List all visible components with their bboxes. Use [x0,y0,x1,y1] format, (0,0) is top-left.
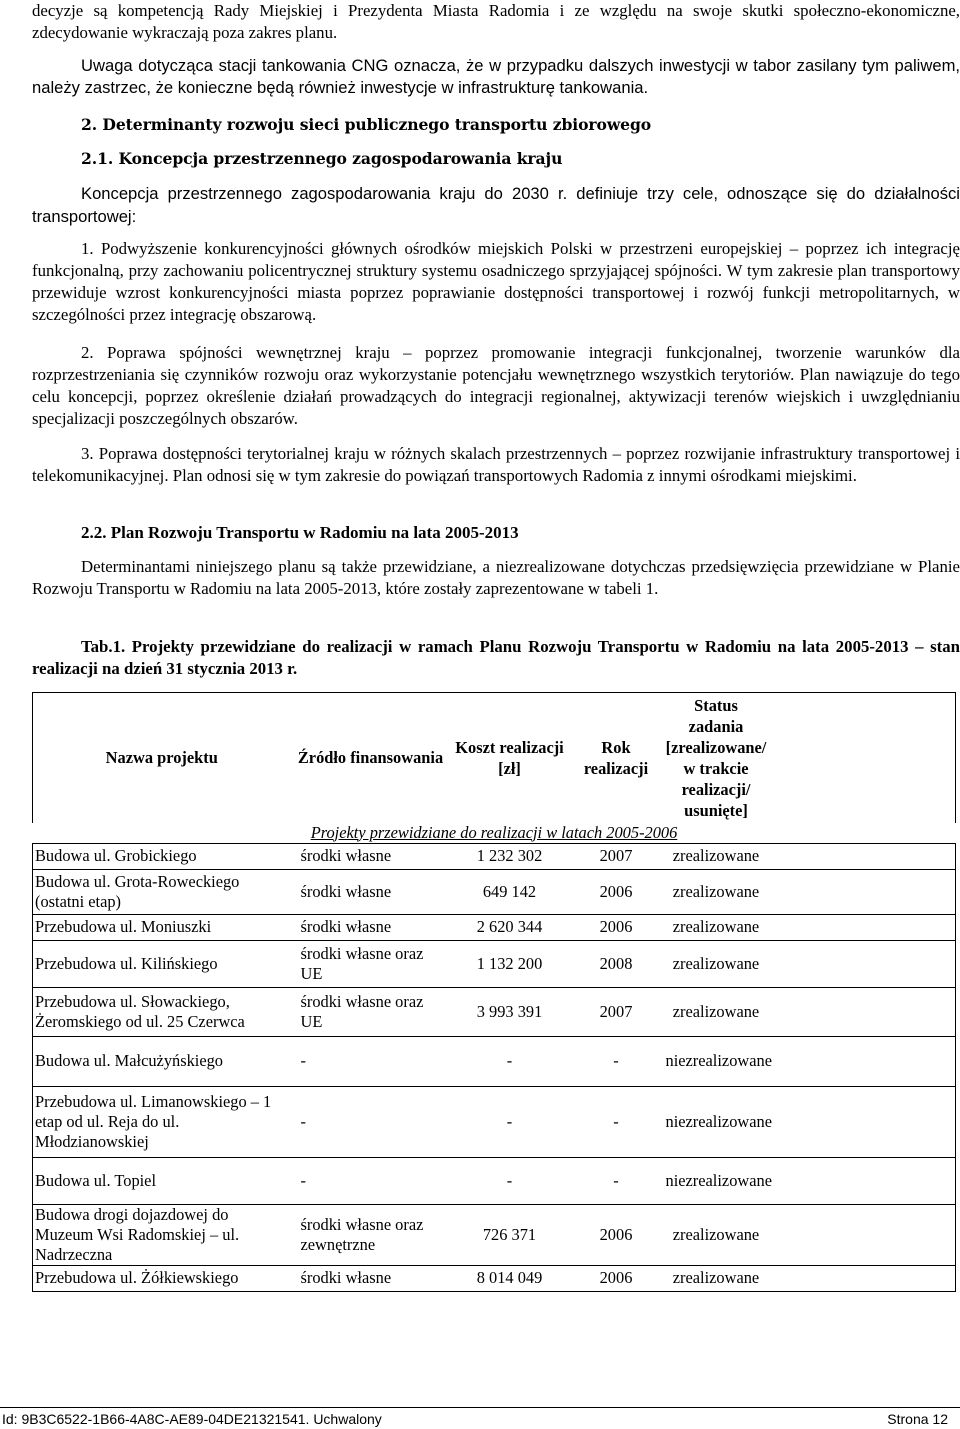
table-row [33,1204,956,1265]
cell-name: Budowa ul. Topiel [33,1157,291,1204]
cell-year: 2007 [569,843,664,869]
cell-year: 2008 [569,940,664,987]
table-row [33,914,956,940]
cell-cost: 649 142 [451,869,569,914]
table-row [33,1265,956,1291]
cell-year: - [569,1086,664,1157]
cell-source: - [291,1086,451,1157]
cell-source: środki własne [291,1265,451,1291]
header-spacer [769,693,956,823]
cell-cost: 3 993 391 [451,987,569,1036]
section-label: Projekty przewidziane do realizacji w latach 2005-2006 [310,822,678,842]
cell-spacer [769,843,956,869]
cell-status: zrealizowane [664,914,769,940]
cell-cost: - [451,1036,569,1086]
document-id: Id: 9B3C6522-1B66-4A8C-AE89-04DE21321541. Uchwalony [2,1411,382,1427]
cell-name: Budowa ul. Grota-Roweckiego (ostatni etap) [33,869,291,914]
projects-table [32,692,956,1292]
cell-name: Przebudowa ul. Moniuszki [33,914,291,940]
paragraph-decision-scope: decyzje są kompetencją Rady Miejskiej i Prezydenta Miasta Radomia i ze względu na swoje skutki społeczno-ekonomiczne, zdecydowanie wykraczają poza zakres planu. [32,1,960,42]
table-body [33,843,956,1291]
table-row [33,940,956,987]
cell-spacer [769,1036,956,1086]
heading-section-2-1: 2.1. Koncepcja przestrzennego zagospodarowania kraju [81,149,563,168]
cell-year: 2006 [569,1265,664,1291]
cell-source: środki własne [291,914,451,940]
cell-cost: 8 014 049 [451,1265,569,1291]
paragraph-goal-2: 2. Poprawa spójności wewnętrznej kraju – poprzez promowanie integracji funkcjonalnej, tworzenie warunków dla rozprzestrzeniania się czynników rozwoju oraz wykorzystanie potencjału wewnętrznego wszystkich terytoriów. Plan nawiązuje do tego celu koncepcji, poprzez określenie działań prowadzących do integracji regionalnej, aktywizacji terenów wiejskich i uwzględnianiu specjalizacji poszczególnych obszarów. [32,343,960,428]
table-row [33,1036,956,1086]
cell-year: - [569,1036,664,1086]
cell-year: 2007 [569,987,664,1036]
table-header-row [33,693,956,823]
table-section-row [33,823,956,844]
cell-source: - [291,1157,451,1204]
cell-status: zrealizowane [664,1265,769,1291]
page-footer [0,1407,960,1429]
heading-section-2-2: 2.2. Plan Rozwoju Transportu w Radomiu na lata 2005-2013 [81,523,519,542]
cell-name: Przebudowa ul. Żółkiewskiego [33,1265,291,1291]
cell-status: niezrealizowane [664,1157,769,1204]
cell-status: zrealizowane [664,869,769,914]
cell-year: - [569,1157,664,1204]
cell-spacer [769,1204,956,1265]
cell-cost: 1 232 302 [451,843,569,869]
cell-name: Przebudowa ul. Słowackiego, Żeromskiego od ul. 25 Czerwca [33,987,291,1036]
header-funding-source: Źródło finansowania [291,693,451,823]
cell-spacer [769,940,956,987]
table-row [33,987,956,1036]
cell-spacer [769,1157,956,1204]
cell-name: Budowa drogi dojazdowej do Muzeum Wsi Radomskiej – ul. Nadrzeczna [33,1204,291,1265]
cell-status: zrealizowane [664,987,769,1036]
cell-cost: 726 371 [451,1204,569,1265]
header-cost: Koszt realizacji [zł] [451,693,569,823]
cell-status: zrealizowane [664,843,769,869]
paragraph-plan-determinants: Determinantami niniejszego planu są także przewidziane, a niezrealizowane dotychczas przedsięwzięcia przewidziane w Planie Rozwoju Transportu w Radomiu na lata 2005-2013, które zostały zaprezentowane w tabeli 1. [32,557,960,598]
cell-spacer [769,1086,956,1157]
cell-cost: - [451,1157,569,1204]
cell-year: 2006 [569,869,664,914]
table-row [33,869,956,914]
table-row [33,1157,956,1204]
cell-name: Przebudowa ul. Limanowskiego – 1 etap od ul. Reja do ul. Młodzianowskiej [33,1086,291,1157]
cell-year: 2006 [569,1204,664,1265]
cell-source: środki własne oraz UE [291,987,451,1036]
paragraph-goal-1: 1. Podwyższenie konkurencyjności głównych ośrodków miejskich Polski w przestrzeni europejskiej – poprzez ich integrację funkcjonalną, przy zachowaniu policentrycznej struktury systemu osadniczego sprzyjającej spójności. W tym zakresie plan transportowy przewiduje wzrost konkurencyjności miasta poprzez poprawianie dostępności transportowej i rozwój funkcji metropolitarnych, w szczególności przez integrację obszarową. [32,239,960,324]
cell-source: - [291,1036,451,1086]
header-project-name: Nazwa projektu [33,693,291,823]
cell-status: niezrealizowane [664,1086,769,1157]
cell-name: Budowa ul. Grobickiego [33,843,291,869]
cell-spacer [769,1265,956,1291]
cell-status: zrealizowane [664,1204,769,1265]
cell-spacer [769,987,956,1036]
cell-spacer [769,914,956,940]
paragraph-cng-note: Uwaga dotycząca stacji tankowania CNG oznacza, że w przypadku dalszych inwestycji w tabor zasilany tym paliwem, należy zastrzec, że konieczne będą również inwestycje w infrastrukturę tankowania. [32,56,960,97]
table-row [33,843,956,869]
paragraph-koncepcja-lead: Koncepcja przestrzennego zagospodarowania kraju do 2030 r. definiuje trzy cele, odnoszące się do działalności transportowej: [32,184,960,226]
cell-name: Budowa ul. Małcużyńskiego [33,1036,291,1086]
cell-source: środki własne [291,843,451,869]
table-caption: Tab.1. Projekty przewidziane do realizacji w ramach Planu Rozwoju Transportu w Radomiu na lata 2005-2013 – stan realizacji na dzień 31 stycznia 2013 r. [32,637,960,678]
cell-source: środki własne [291,869,451,914]
header-status: Status zadania [zrealizowane/ w trakcie realizacji/ usunięte] [664,693,769,823]
cell-year: 2006 [569,914,664,940]
table-row [33,1086,956,1157]
heading-section-2: 2. Determinanty rozwoju sieci publicznego transportu zbiorowego [81,115,652,134]
cell-name: Przebudowa ul. Kilińskiego [33,940,291,987]
paragraph-goal-3: 3. Poprawa dostępności terytorialnej kraju w różnych skalach przestrzennych – poprzez rozwijanie infrastruktury transportowej i telekomunikacyjnej. Plan odnosi się w tym zakresie do powiązań transportowych Radomia z innymi ośrodkami miejskimi. [32,444,960,485]
page-number: Strona 12 [887,1411,948,1427]
cell-status: niezrealizowane [664,1036,769,1086]
cell-source: środki własne oraz zewnętrzne [291,1204,451,1265]
cell-cost: 2 620 344 [451,914,569,940]
cell-cost: - [451,1086,569,1157]
cell-spacer [769,869,956,914]
header-year: Rok realizacji [569,693,664,823]
cell-cost: 1 132 200 [451,940,569,987]
cell-source: środki własne oraz UE [291,940,451,987]
cell-status: zrealizowane [664,940,769,987]
